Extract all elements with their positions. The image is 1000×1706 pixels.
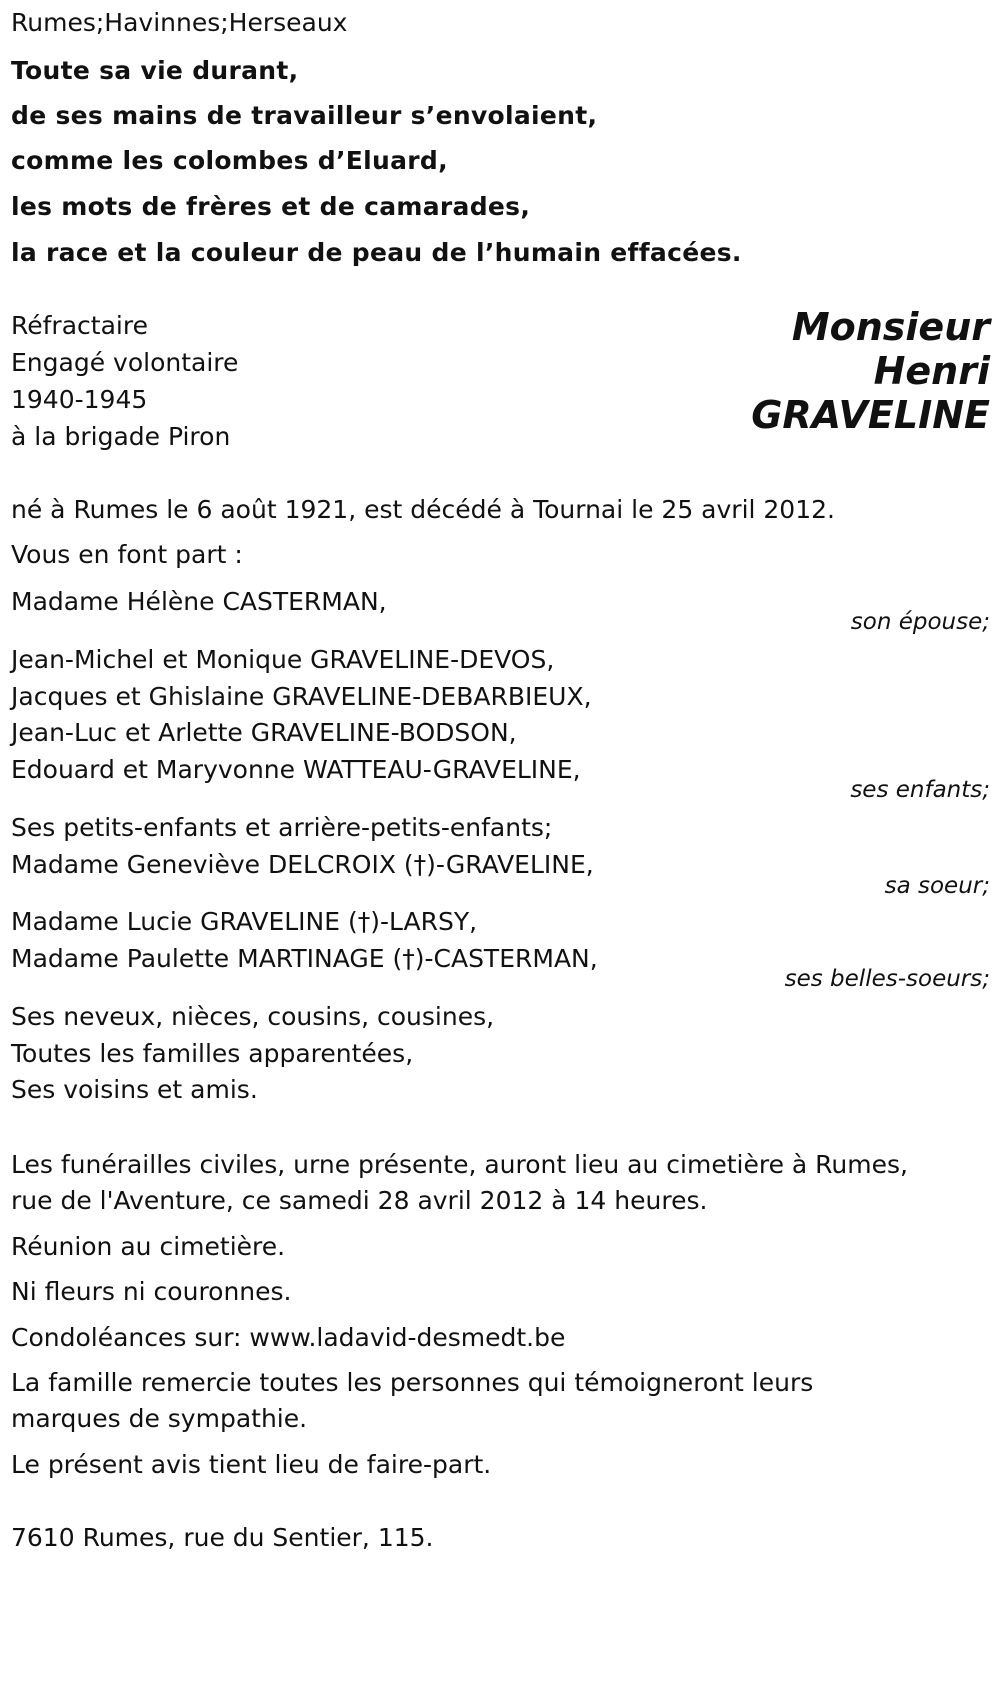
sister-role: sa soeur; <box>884 873 990 899</box>
places-header: Rumes;Havinnes;Herseaux <box>11 8 348 37</box>
service-line: à la brigade Piron <box>11 422 231 451</box>
condolences-link[interactable]: Condoléances sur: www.ladavid-desmedt.be <box>11 1323 566 1352</box>
child: Jean-Luc et Arlette GRAVELINE-BODSON, <box>11 718 517 747</box>
poem-line: la race et la couleur de peau de l’humain effacées. <box>11 238 742 267</box>
notice-note: Le présent avis tient lieu de faire-part. <box>11 1450 492 1479</box>
funeral-details: Les funérailles civiles, urne présente, auront lieu au cimetière à Rumes, <box>11 1150 908 1179</box>
sisters-in-law-role: ses belles-soeurs; <box>784 966 990 992</box>
other-relatives: Ses voisins et amis. <box>11 1075 258 1104</box>
sister-in-law: Madame Lucie GRAVELINE (†)-LARSY, <box>11 907 478 936</box>
other-relatives: Ses neveux, nièces, cousins, cousines, <box>11 1002 495 1031</box>
announcement: Vous en font part : <box>11 540 243 569</box>
deceased-title: Monsieur <box>791 305 990 349</box>
service-line: 1940-1945 <box>11 385 148 414</box>
flowers-note: Ni fleurs ni couronnes. <box>11 1277 292 1306</box>
sister-in-law: Madame Paulette MARTINAGE (†)-CASTERMAN, <box>11 944 598 973</box>
deceased-first-name: Henri <box>873 349 990 393</box>
child: Jacques et Ghislaine GRAVELINE-DEBARBIEUX, <box>11 682 592 711</box>
children-role: ses enfants; <box>850 777 990 803</box>
poem-line: de ses mains de travailleur s’envolaient, <box>11 101 598 130</box>
child: Jean-Michel et Monique GRAVELINE-DEVOS, <box>11 645 555 674</box>
deceased-last-name: GRAVELINE <box>751 393 990 437</box>
other-relatives: Toutes les familles apparentées, <box>11 1039 414 1068</box>
meeting-note: Réunion au cimetière. <box>11 1232 286 1261</box>
poem-line: les mots de frères et de camarades, <box>11 192 531 221</box>
poem-line: Toute sa vie durant, <box>11 56 299 85</box>
address: 7610 Rumes, rue du Sentier, 115. <box>11 1523 434 1552</box>
child: Edouard et Maryvonne WATTEAU-GRAVELINE, <box>11 755 581 784</box>
poem-line: comme les colombes d’Eluard, <box>11 146 448 175</box>
spouse: Madame Hélène CASTERMAN, <box>11 587 387 616</box>
grandchildren: Ses petits-enfants et arrière-petits-enfants; <box>11 813 553 842</box>
funeral-details: rue de l'Aventure, ce samedi 28 avril 2012 à 14 heures. <box>11 1186 708 1215</box>
thanks-note: La famille remercie toutes les personnes qui témoigneront leurs <box>11 1368 814 1397</box>
spouse-role: son épouse; <box>850 609 990 635</box>
sister: Madame Geneviève DELCROIX (†)-GRAVELINE, <box>11 850 594 879</box>
service-line: Engagé volontaire <box>11 348 239 377</box>
birth-death: né à Rumes le 6 août 1921, est décédé à Tournai le 25 avril 2012. <box>11 495 835 524</box>
thanks-note: marques de sympathie. <box>11 1404 308 1433</box>
service-line: Réfractaire <box>11 311 148 340</box>
